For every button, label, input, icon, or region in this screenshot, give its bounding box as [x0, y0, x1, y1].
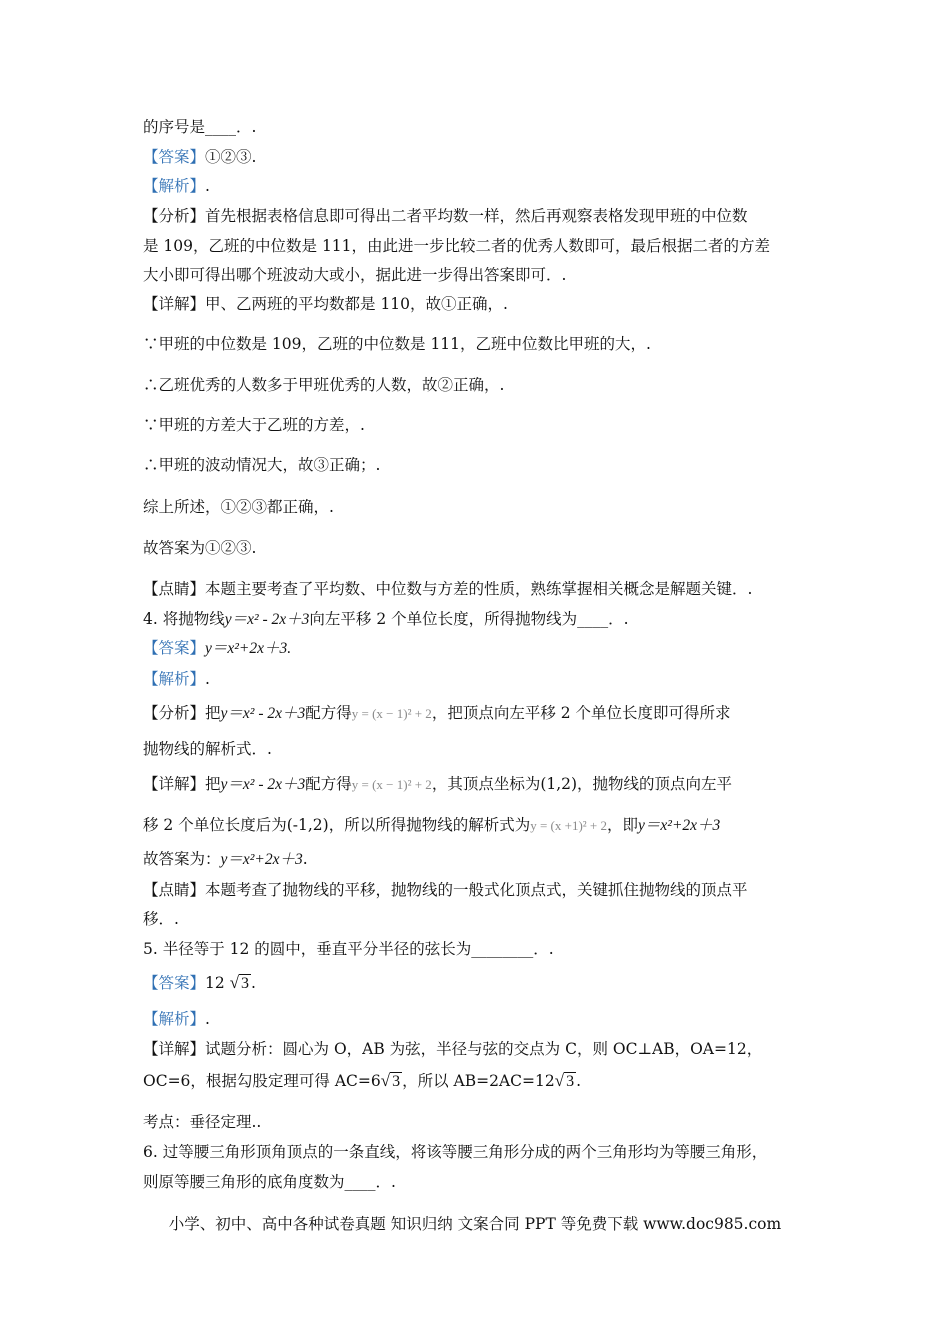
text-line: 故答案为：y＝x²+2x＋3. [143, 850, 308, 868]
answer-tag: 【答案】 [143, 639, 206, 657]
text-line: ∴乙班优秀的人数多于甲班优秀的人数，故②正确，. [143, 376, 505, 394]
text-line: 是 109，乙班的中位数是 111，由此进一步比较二者的优秀人数即可，最后根据二者的方差 [143, 237, 771, 255]
text-line: 故答案为①②③. [143, 539, 257, 557]
text-line: ∴甲班的波动情况大，故③正确；. [143, 456, 381, 474]
text-line: ∵甲班的中位数是 109，乙班的中位数是 111，乙班中位数比甲班的大，. [143, 335, 651, 353]
xiangjie-line: 【详解】把y＝x² - 2x＋3配方得y = (x − 1)² + 2，其顶点坐标为(1,2)，抛物线的顶点向左平 [143, 775, 733, 793]
xiangjie-line: 【详解】甲、乙两班的平均数都是 110，故①正确，. [143, 295, 508, 313]
answer-tag: 【答案】 [143, 148, 206, 166]
answer-line: 【答案】①②③. [143, 148, 257, 166]
analysis-line: 【解析】. [143, 177, 210, 195]
answer-tag: 【答案】 [143, 974, 206, 992]
analysis-line: 【解析】. [143, 670, 210, 688]
text-line: ∵甲班的方差大于乙班的方差，. [143, 416, 365, 434]
text-line: 移 2 个单位长度后为(-1,2)，所以所得抛物线的解析式为y = (x +1)² + 2，即y＝x²+2x＋3 [143, 816, 721, 834]
vertex-form-formula: y = (x − 1)² + 2 [351, 706, 432, 721]
analysis-line: 【解析】. [143, 1010, 210, 1028]
text-line: 移．. [143, 910, 179, 928]
q3-tail: 的序号是____．. [143, 118, 257, 136]
text-line: 综上所述，①②③都正确，. [143, 498, 334, 516]
fenxi-line: 【分析】把y＝x² - 2x＋3配方得y = (x − 1)² + 2，把顶点向左平移 2 个单位长度即可得所求 [143, 704, 731, 722]
page-footer: 小学、初中、高中各种试卷真题 知识归纳 文案合同 PPT 等免费下载 www.doc985.com [168, 1215, 782, 1233]
answer-line: 【答案】12 √ 3 . [143, 972, 256, 995]
xiangjie-tag: 【详解】 [143, 295, 206, 313]
text-line: 大小即可得出哪个班波动大或小，据此进一步得出答案即可．. [143, 266, 567, 284]
xiangjie-tag: 【详解】 [143, 775, 206, 793]
fenxi-tag: 【分析】 [143, 207, 206, 225]
text-line: 抛物线的解析式．. [143, 740, 272, 758]
shifted-form-formula: y = (x +1)² + 2 [530, 818, 608, 833]
sqrt-symbol: √ 3 [554, 1071, 575, 1090]
question-6: 6. 过等腰三角形顶角顶点的一条直线，将该等腰三角形分成的两个三角形均为等腰三角形， [143, 1143, 768, 1161]
text-line: 则原等腰三角形的底角度数为____．. [143, 1173, 396, 1191]
analysis-tag: 【解析】 [143, 670, 206, 688]
text-line: OC=6，根据勾股定理可得 AC=6√ 3 ，所以 AB=2AC=12√ 3 . [143, 1070, 581, 1093]
dianjing-line: 【点睛】本题主要考查了平均数、中位数与方差的性质，熟练掌握相关概念是解题关键．. [143, 580, 753, 598]
analysis-tag: 【解析】 [143, 1010, 206, 1028]
question-5: 5. 半径等于 12 的圆中，垂直平分半径的弦长为________．. [143, 940, 554, 958]
dianjing-tag: 【点睛】 [143, 881, 206, 899]
fenxi-line: 【分析】首先根据表格信息即可得出二者平均数一样，然后再观察表格发现甲班的中位数 [143, 207, 748, 225]
kaodian-line: 考点：垂径定理.. [143, 1113, 262, 1131]
sqrt-symbol: √ 3 [229, 973, 250, 992]
xiangjie-tag: 【详解】 [143, 1040, 206, 1058]
sqrt-symbol: √ 3 [380, 1071, 401, 1090]
analysis-tag: 【解析】 [143, 177, 206, 195]
dianjing-tag: 【点睛】 [143, 580, 206, 598]
vertex-form-formula: y = (x − 1)² + 2 [351, 777, 432, 792]
xiangjie-line: 【详解】试题分析：圆心为 O，AB 为弦，半径与弦的交点为 C，则 OC⊥AB，OA=12， [143, 1040, 763, 1058]
answer-line: 【答案】y＝x²+2x＋3. [143, 639, 292, 657]
dianjing-line: 【点睛】本题考查了抛物线的平移，抛物线的一般式化顶点式，关键抓住抛物线的顶点平 [143, 881, 748, 899]
fenxi-tag: 【分析】 [143, 704, 206, 722]
question-4: 4. 将抛物线y＝x² - 2x＋3向左平移 2 个单位长度，所得抛物线为____．. [143, 610, 629, 628]
